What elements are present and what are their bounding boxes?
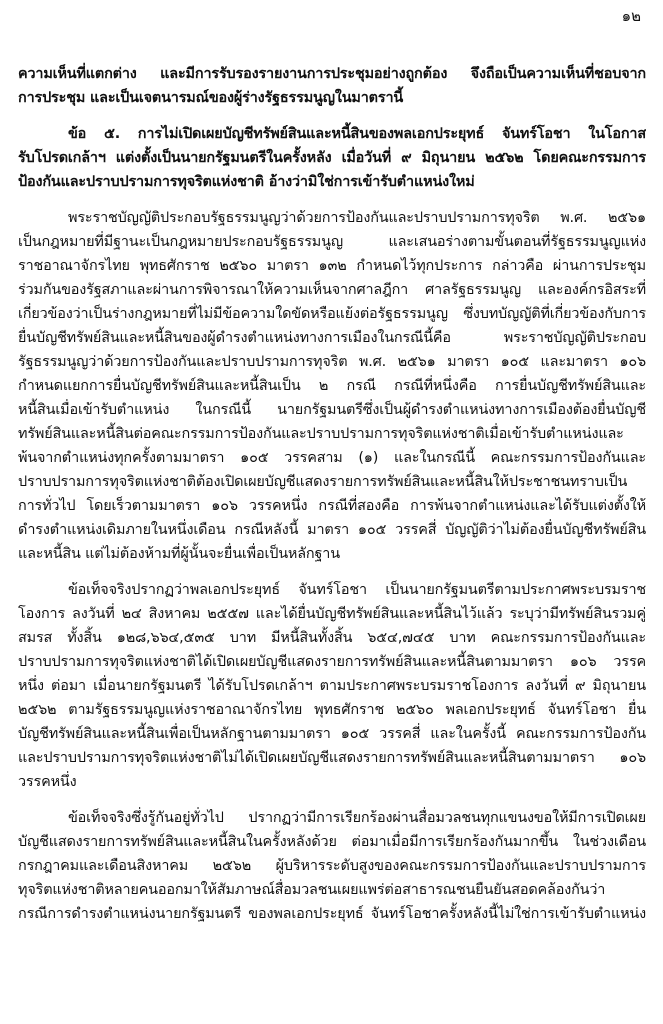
text-line: สมรส ทั้งสิ้น ๑๒๘,๖๖๔,๕๓๕ บาท มีหนี้สินทั้งสิ้น ๖๕๔,๗๔๕ บาท คณะกรรมการป้องกันและ <box>18 630 646 646</box>
text-line: ทรัพย์สินและหนี้สินต่อคณะกรรมการป้องกันและปราบปรามการทุจริตแห่งชาติเมื่อเข้ารับตำแหน่งและ <box>18 426 624 442</box>
text-line: ทุจริตแห่งชาติหลายคนออกมาให้สัมภาษณ์สื่อมวลชนเผยแพร่ต่อสาธารณชนยืนยันสอดคล้องกันว่า <box>18 882 606 898</box>
text-line: กำหนดแยกการยื่นบัญชีทรัพย์สินและหนี้สินเป็น ๒ กรณี กรณีที่หนึ่งคือ การยื่นบัญชีทรัพย์สินและ <box>18 378 646 394</box>
text-line: ราชอาณาจักรไทย พุทธศักราช ๒๕๖๐ มาตรา ๑๓๒ กำหนดไว้ทุกประการ กล่าวคือ ผ่านการประชุม <box>18 258 646 274</box>
text-line: ปราบปรามการทุจริตแห่งชาติได้เปิดเผยบัญชีแสดงรายการทรัพย์สินและหนี้สินตามมาตรา ๑๐๖ วรรค <box>18 654 646 670</box>
text-line: เกี่ยวข้องว่าเป็นร่างกฎหมายที่ไม่มีข้อความใดขัดหรือแย้งต่อรัฐธรรมนูญ ซึ่งบทบัญญัติที่เกี่ยวข้องกับการ <box>18 306 646 322</box>
text-line: และปราบปรามการทุจริตแห่งชาติไม่ได้เปิดเผยบัญชีแสดงรายการทรัพย์สินและหนี้สินตามมาตรา ๑๐๖ <box>18 750 646 766</box>
text-line: ยื่นบัญชีทรัพย์สินและหนี้สินของผู้ดำรงตำแหน่งทางการเมืองในกรณีนี้คือ พระราชบัญญัติประกอบ <box>18 330 646 346</box>
text-line: ๒๕๖๒ ตามรัฐธรรมนูญแห่งราชอาณาจักรไทย พุทธศักราช ๒๕๖๐ พลเอกประยุทธ์ จันทร์โอชา ยื่น <box>18 702 646 718</box>
text-line: ข้อเท็จจริงปรากฏว่าพลเอกประยุทธ์ จันทร์โอชา เป็นนายกรัฐมนตรีตามประกาศพระบรมราช <box>68 582 646 598</box>
text-line: หนึ่ง ต่อมา เมื่อนายกรัฐมนตรี ได้รับโปรดเกล้าฯ ตามประกาศพระบรมราชโองการ ลงวันที่ ๙ มิถุนายน <box>18 678 646 694</box>
text-line: พ้นจากตำแหน่งทุกครั้งตามมาตรา ๑๐๕ วรรคสาม (๑) และในกรณีนี้ คณะกรรมการป้องกันและ <box>18 450 646 466</box>
text-line: ป้องกันและปราบปรามการทุจริตแห่งชาติ อ้างว่ามิใช่การเข้ารับตำแหน่งใหม่ <box>18 174 475 190</box>
text-line: ข้อ ๕. การไม่เปิดเผยบัญชีทรัพย์สินและหนี้สินของพลเอกประยุทธ์ จันทร์โอชา ในโอกาส <box>68 126 646 142</box>
text-line: การประชุม และเป็นเจตนารมณ์ของผู้ร่างรัฐธรรมนูญในมาตรานี้ <box>18 90 404 106</box>
text-line: ปราบปรามการทุจริตแห่งชาติต้องเปิดเผยบัญชีแสดงรายการทรัพย์สินและหนี้สินให้ประชาชนทราบเป็น <box>18 474 628 490</box>
text-line: ความเห็นที่แตกต่าง และมีการรับรองรายงานการประชุมอย่างถูกต้อง จึงถือเป็นความเห็นที่ชอบจาก <box>18 66 646 82</box>
text-line: พระราชบัญญัติประกอบรัฐธรรมนูญว่าด้วยการป้องกันและปราบปรามการทุจริต พ.ศ. ๒๕๖๑ <box>68 210 646 226</box>
text-line: บัญชีแสดงรายการทรัพย์สินและหนี้สินในครั้งหลังด้วย ต่อมาเมื่อมีการเรียกร้องกันมากขึ้น ในช่วงเดือน <box>18 834 646 850</box>
text-line: และหนี้สิน แต่ไม่ต้องห้ามที่ผู้นั้นจะยื่นเพื่อเป็นหลักฐาน <box>18 546 340 562</box>
text-line: เป็นกฎหมายที่มีฐานะเป็นกฎหมายประกอบรัฐธรรมนูญ และเสนอร่างตามขั้นตอนที่รัฐธรรมนูญแห่ง <box>18 234 646 250</box>
text-line: กรกฎาคมและเดือนสิงหาคม ๒๕๖๒ ผู้บริหารระดับสูงของคณะกรรมการป้องกันและปราบปรามการ <box>18 858 646 874</box>
text-line: หนี้สินเมื่อเข้ารับตำแหน่ง ในกรณีนี้ นายกรัฐมนตรีซึ่งเป็นผู้ดำรงตำแหน่งทางการเมืองต้องยื่นบัญชี <box>18 402 646 418</box>
text-line: ข้อเท็จจริงซึ่งรู้กันอยู่ทั่วไป ปรากฏว่ามีการเรียกร้องผ่านสื่อมวลชนทุกแขนงขอให้มีการเปิดเผย <box>68 810 646 826</box>
text-line: การทั่วไป โดยเร็วตามมาตรา ๑๐๖ วรรคหนึ่ง กรณีที่สองคือ การพ้นจากตำแหน่งและได้รับแต่งตั้งให้ <box>18 498 646 514</box>
text-line: รับโปรดเกล้าฯ แต่งตั้งเป็นนายกรัฐมนตรีในครั้งหลัง เมื่อวันที่ ๙ มิถุนายน ๒๕๖๒ โดยคณะกรรมการ <box>18 150 646 166</box>
text-line: บัญชีทรัพย์สินและหนี้สินเพื่อเป็นหลักฐานตามมาตรา ๑๐๕ วรรคสี่ และในครั้งนี้ คณะกรรมการป้องกัน <box>18 726 646 742</box>
text-line: ดำรงตำแหน่งเดิมภายในหนึ่งเดือน กรณีหลังนี้ มาตรา ๑๐๕ วรรคสี่ บัญญัติว่าไม่ต้องยื่นบัญชีทรัพย์สิน <box>18 522 646 538</box>
text-line: รัฐธรรมนูญว่าด้วยการป้องกันและปราบปรามการทุจริต พ.ศ. ๒๕๖๑ มาตรา ๑๐๕ และมาตรา ๑๐๖ <box>18 354 646 370</box>
text-line: ร่วมกันของรัฐสภาและผ่านการพิจารณาให้ความเห็นจากศาลฎีกา ศาลรัฐธรรมนูญ และองค์กรอิสระที่ <box>18 282 646 298</box>
text-line: วรรคหนึ่ง <box>18 774 77 790</box>
page-number: ๑๒ <box>621 7 641 25</box>
text-line: กรณีการดำรงตำแหน่งนายกรัฐมนตรี ของพลเอกประยุทธ์ จันทร์โอชาครั้งหลังนี้ไม่ใช่การเข้ารับตำแหน่ง <box>18 906 646 922</box>
text-line: โองการ ลงวันที่ ๒๔ สิงหาคม ๒๕๕๗ และได้ยื่นบัญชีทรัพย์สินและหนี้สินไว้แล้ว ระบุว่ามีทรัพย์สินรวมคู่ <box>18 606 646 622</box>
